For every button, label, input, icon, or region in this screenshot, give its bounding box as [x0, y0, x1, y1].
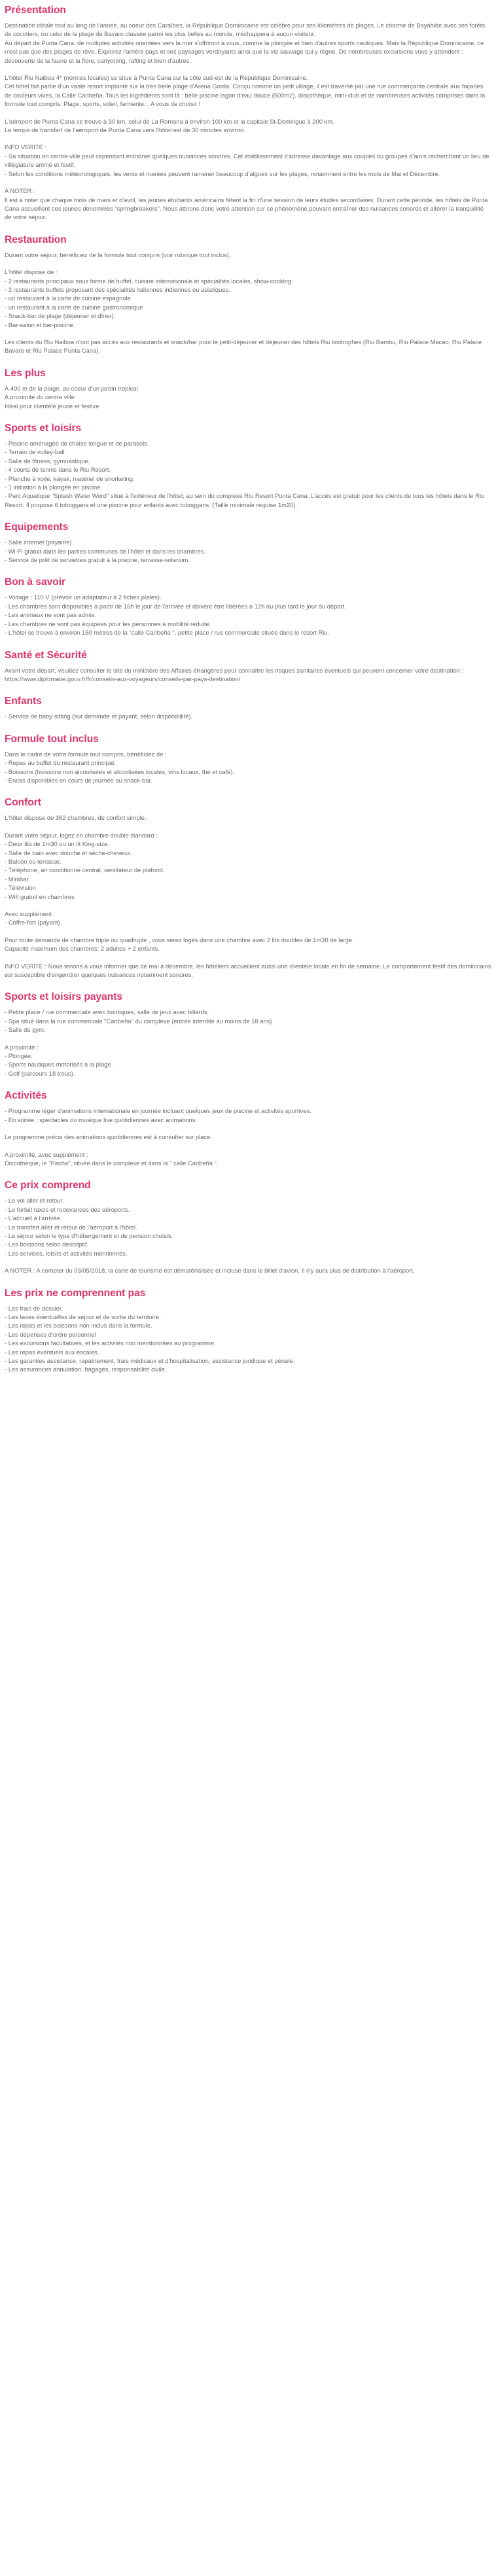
section-equipements	[5, 521, 491, 564]
text-line: Au départ de Punta Cana, de multiples activités orientées vers la mer s'offriront à vous, comme la plongée et bien d'autres sports nautiques. Mais la République Dominicaine, ce n'est pas que des plages de rêve. Explorez l'arrière pays et ses paysages verdoyants ainsi que la vie sauvage qui y règne. De nombreuses excursions vous y attendent : découverte de la faune et la flore, canyoning, rafting et bien d'autres.	[5, 39, 486, 64]
text-line: - 2 restaurants principaux sous forme de buffet, cuisine internationale et spécialités locales, show-cooking.	[5, 277, 293, 285]
text-line: - 3 restaurants buffets proposant des spécialités italiennes indiennes ou asiatiques.	[5, 285, 230, 293]
section-title: Formule tout inclus	[5, 733, 99, 745]
text-line: Les clients du Riu Naiboa n'ont pas accès aux restaurants et snack/bar pour le petit-déjeuner et déjeuner des hôtels Riu limitrophes (Riu Bambu, Riu Palace Macao, Riu Palace Bavaro et Riu Palace Punta Cana).	[5, 338, 484, 355]
text-line: - Selon les conditions météorologiques, les vents et marées peuvent ramener beaucoup d'algues sur les plages, notamment entre les mois de Mai et Décembre.	[5, 169, 440, 177]
text-line: Le programme précis des animations quotidiennes est à consulter sur place.	[5, 1133, 212, 1141]
text-line: - Boissons (boissons non alcoolisées et alcoolisées locales, vins locaux, thé et café).	[5, 768, 235, 775]
section-title: Ce prix comprend	[5, 1180, 91, 1191]
section-présentation	[5, 4, 491, 222]
text-line: - Salle de gym.	[5, 1026, 46, 1034]
text-line: - Les repas éventuels aux escales.	[5, 1348, 99, 1356]
text-block	[5, 117, 491, 135]
text-line: - Les services, loisirs et activités mentionnés.	[5, 1249, 128, 1257]
text-line: - Les boissons selon descriptif.	[5, 1241, 89, 1248]
text-line: À 400 m de la plage, au coeur d'un jardin tropical	[5, 384, 138, 392]
text-line: - Programme léger d'animations internationale en journée incluant quelques jeux de piscine et activités sportives.	[5, 1107, 311, 1115]
section-sports-et-loisirs	[5, 422, 491, 509]
text-line: - En soirée : spectacles ou musique live quotidiennes avec animations.	[5, 1116, 197, 1123]
text-line: - Les garanties assistance, rapatriement, frais médicaux et d'hospitalisation, assistance juridique et pénale.	[5, 1357, 295, 1364]
text-line: - Terrain de volley-ball.	[5, 448, 67, 456]
text-block	[5, 666, 491, 684]
text-line: - Snack-bar de plage (déjeuner et dîner).	[5, 312, 116, 320]
text-line: Durant votre séjour, bénéficiez de la formule tout compris (voir rubrique tout inclus).	[5, 251, 231, 258]
text-block	[5, 384, 491, 410]
text-line: A proximité du centre ville	[5, 393, 75, 401]
text-line: - Les excursions facultatives, et les activités non mentionnées au programme.	[5, 1339, 216, 1347]
text-line: A proximité :	[5, 1043, 39, 1051]
text-line: Idéal pour clientèle jeune et festive	[5, 402, 99, 410]
text-line: Durant votre séjour, logez en chambre double standard :	[5, 831, 158, 839]
text-block	[5, 813, 491, 822]
text-line: - Télévision	[5, 884, 36, 892]
text-line: - Coffre-fort (payant)	[5, 919, 60, 926]
section-santé-et-sécurité	[5, 649, 491, 684]
section-title: Sports et loisirs payants	[5, 991, 123, 1003]
text-block	[5, 268, 491, 329]
text-line: - 4 courts de tennis dans le Riu Resort.	[5, 466, 111, 474]
text-line: - Spa situé dans la rue commerciale "Caribeña" du complexe (entrée interdite au moins de 18 ans)	[5, 1017, 272, 1025]
text-block	[5, 750, 491, 785]
text-line: - Deux lits de 1m30 ou un lit King-size.	[5, 840, 109, 848]
text-line: Cet hôtel fait partie d'un vaste resort implanté sur la très belle plage d'Arena Gorda. Conçu comme un petit village, il est traversé par une rue commerçante centrale aux façades de couleurs vives, la Calle Caribeña. Tous les ingrédients sont là : belle piscine lagon d'eau douce (500m2), discothèque, mini-club et de nombreuses activités comprises dans la formule tout compris. Plage, sports, soleil, farniente... A vous de choisir !	[5, 82, 487, 108]
paragraph-gap	[5, 953, 491, 962]
section-title: Confort	[5, 797, 41, 809]
paragraph-gap	[5, 259, 491, 268]
text-line: Le temps de transfert de l'aéroport de Punta Cana vers l'hôtel est de 30 minutes environ.	[5, 126, 245, 134]
text-block	[5, 439, 491, 509]
section-les-prix-ne-comprennent-pas	[5, 1287, 491, 1374]
paragraph-gap	[5, 822, 491, 831]
text-block	[5, 936, 491, 953]
text-line: - Les taxes éventuelles de séjour et de sortie du territoire.	[5, 1313, 161, 1320]
text-block	[5, 712, 491, 720]
text-line: - Minibar.	[5, 875, 30, 883]
text-line: - Sa situation en centre-ville peut cependant entraîner quelques nuisances sonores. Cet établissement s'adresse davantage aux couples ou groupes d'amis recherchant un lieu de villégiature animé et festif.	[5, 152, 491, 169]
text-line: INFO VERITE :	[5, 143, 47, 151]
text-line: Dans le cadre de votre formule tout compris, bénéficiez de :	[5, 750, 167, 758]
paragraph-gap	[5, 134, 491, 143]
text-line: L'aéroport de Punta Cana se trouve à 30 km, celui de La Romana à environ 100 km et la capitale St-Domingue à 200 km.	[5, 117, 334, 125]
text-block	[5, 186, 491, 222]
section-restauration	[5, 234, 491, 355]
text-line: - Voltage : 110 V (prévoir un adaptateur à 2 fiches plates).	[5, 593, 162, 601]
text-block	[5, 1304, 491, 1374]
text-line: - Salle de bain avec douche et sèche-cheveux.	[5, 849, 132, 856]
text-line: Avant votre départ, veuillez consulter le site du ministère des Affaires étrangères pour connaître les risques sanitaires éventuels qui peuvent concerner votre destination : https://www.diplomatie.gouv.fr/fr/conseils-aux-voyageurs/conseils-par-pays-destination/	[5, 666, 465, 682]
paragraph-gap	[5, 1124, 491, 1133]
text-line: - Wi-Fi gratuit dans les parties communes de l'hôtel et dans les chambres.	[5, 547, 206, 555]
paragraph-gap	[5, 927, 491, 936]
text-line: - Les repas et les boissons non inclus dans la formule.	[5, 1322, 152, 1330]
text-line: - Bar-salon et bar-piscine.	[5, 321, 75, 328]
text-line: Destination idéale tout au long de l'année, au coeur des Caraïbes, la République Dominicaine est célèbre pour ses kilomètres de plages. Le charme de Bayahibe avec ses forêts de cocotiers, ou celui de la plage de Bavaro classée parmi les plus belles au monde, n'échappera à aucun visiteur.	[5, 22, 487, 38]
text-line: - Wifi gratuit en chambres	[5, 892, 75, 900]
text-line: - L'hôtel se trouve à environ 150 mètres de la "calle Caribeña ", petite place / rue commerciale située dans le resort Riu.	[5, 629, 330, 637]
text-block	[5, 143, 491, 178]
text-line: - Piscine aménagée de chaise longue et de parasols.	[5, 440, 149, 447]
section-confort	[5, 796, 491, 979]
section-les-plus	[5, 367, 491, 410]
text-block	[5, 1043, 491, 1078]
text-line: - Le vol aller et retour.	[5, 1197, 64, 1205]
text-line: INFO VERITE : Nous tenons à vous informer que de mai à décembre, les hôteliers accueillent aussi une clientèle locale en fin de semaine. Le comportement festif des dominicains est susceptible d'engendrer quelques nuisances notamment sonores.	[5, 962, 493, 979]
text-block	[5, 909, 491, 927]
text-block	[5, 593, 491, 637]
text-line: - un restaurant à la carte de cuisine gastronomique	[5, 303, 143, 311]
text-block	[5, 831, 491, 901]
text-block	[5, 1008, 491, 1034]
text-line: L'hôtel dispose de 362 chambres, de confort simple.	[5, 814, 147, 822]
section-activités	[5, 1089, 491, 1167]
text-line: A NOTER :	[5, 187, 35, 195]
text-line: - Les animaux ne sont pas admis.	[5, 611, 97, 619]
text-block	[5, 962, 491, 979]
text-line: - L'accueil à l'arrivée.	[5, 1214, 62, 1222]
text-line: - Repas au buffet du restaurant principal.	[5, 759, 116, 767]
text-block	[5, 21, 491, 65]
paragraph-gap	[5, 329, 491, 338]
text-block	[5, 1150, 491, 1168]
section-title: Sports et loisirs	[5, 423, 82, 434]
text-line: - Parc Aquatique "Splash Water Word" situé à l'extérieur de l'hôtel, au sein du complexe Riu Resort Punta Cana. L'accès est gratuit pour les clients de tous les hôtels dans le Riu Resort. Il propose 6 toboggans et une piscine pour enfants avec toboggans. (Taille minimale requise 1m20).	[5, 492, 486, 508]
text-line: - Les chambres sont disponibles à partir de 15h le jour de l'arrivée et doivent être libérées à 12h au plus tard le jour du départ.	[5, 602, 346, 610]
section-sports-et-loisirs-payants	[5, 991, 491, 1078]
section-formule-tout-inclus	[5, 733, 491, 785]
text-block	[5, 338, 491, 355]
text-line: - Service de baby-sitting (sur demande et payant, selon disponibilité).	[5, 713, 193, 720]
text-line: - Planche à voile, kayak, matériel de snorkeling.	[5, 474, 135, 482]
text-line: L'hôtel dispose de :	[5, 268, 58, 276]
text-block	[5, 251, 491, 259]
text-line: - Les chambres ne sont pas équipées pour les personnes à mobilité réduite.	[5, 620, 211, 627]
text-line: Capacité maximum des chambres: 2 adultes + 2 enfants.	[5, 945, 160, 953]
text-line: - Plongée.	[5, 1052, 33, 1060]
paragraph-gap	[5, 1142, 491, 1150]
section-title: Enfants	[5, 696, 42, 707]
text-line: - Salle de fitness, gymnastique.	[5, 457, 90, 465]
text-line: - Le séjour selon le type d'hébergement et de pension choisis.	[5, 1231, 173, 1239]
text-line: - Téléphone, air conditionné central, ventilateur de plafond.	[5, 866, 165, 874]
paragraph-gap	[5, 65, 491, 73]
text-line: - Sports nautiques motorisés à la plage.	[5, 1061, 113, 1068]
text-block	[5, 1133, 491, 1141]
section-title: Les plus	[5, 367, 46, 379]
text-line: - Salle internet (payante).	[5, 538, 74, 546]
paragraph-gap	[5, 901, 491, 909]
text-line: - un restaurant à la carte de cuisine espagnole	[5, 294, 131, 302]
hotel-description-page	[0, 4, 496, 1391]
text-line: - Le forfait taxes et redevances des aéroports.	[5, 1205, 130, 1213]
text-line: - Service de prêt de serviettes gratuit à la piscine, terrasse-solarium.	[5, 556, 190, 564]
text-block	[5, 1266, 491, 1275]
section-title: Restauration	[5, 234, 67, 245]
section-enfants	[5, 695, 491, 720]
section-bon-à-savoir	[5, 576, 491, 637]
section-ce-prix-comprend	[5, 1179, 491, 1275]
text-line: Il est à noter que chaque mois de mars et d'avril, les jeunes étudiants américains fêtent la fin d'une session de leurs études secondaires. Durant cette période, les hôtels de Punta Cana accueillent ces jeunes dénommés "springbreakers". Nous attirons donc votre attention sur ce phénomène pouvant entraîner des nuisances sonores et altérer la tranquillité de votre séjour.	[5, 196, 489, 221]
section-title: Santé et Sécurité	[5, 649, 87, 661]
text-line: - Les frais de dossier.	[5, 1304, 63, 1312]
section-title: Les prix ne comprennent pas	[5, 1287, 146, 1299]
text-line: Discothèque, le "Pacha", située dans le complexe et dans la " calle Caribeña ".	[5, 1159, 219, 1167]
text-line: - Encas disponibles en cours de journée au snack-bar.	[5, 776, 152, 784]
text-line: - 1 initiation à la plongée en piscine.	[5, 484, 103, 491]
text-block	[5, 1106, 491, 1124]
text-line: L'hôtel Riu Naiboa 4* (normes locales) se situe à Punta Cana sur la côte sud-est de la République Dominicaine.	[5, 74, 308, 82]
paragraph-gap	[5, 1034, 491, 1043]
text-line: A proximité, avec supplément :	[5, 1150, 88, 1158]
paragraph-gap	[5, 178, 491, 186]
text-line: - Petite place / rue commerciale avec boutiques, salle de jeux avec billards.	[5, 1008, 209, 1016]
paragraph-gap	[5, 109, 491, 117]
text-line: Pour toute demande de chambre triple ou quadruple , vous serez logés dans une chambre avec 2 lits doubles de 1m30 de large.	[5, 936, 354, 944]
text-block	[5, 538, 491, 564]
text-line: - Balcon ou terrasse.	[5, 857, 62, 865]
text-line: A NOTER : A compter du 03/05/2018, la carte de tourisme est dématérialisée et incluse dans le billet d'avion. Il n'y aura plus de distribution à l'aéroport.	[5, 1267, 415, 1275]
section-title: Bon à savoir	[5, 576, 66, 588]
text-line: Avec supplément :	[5, 910, 55, 917]
text-line: - Les assurances annulation, bagages, responsabilité civile.	[5, 1366, 167, 1373]
section-title: Activités	[5, 1090, 47, 1102]
section-title: Présentation	[5, 5, 66, 16]
text-block	[5, 73, 491, 109]
section-title: Equipements	[5, 521, 69, 533]
text-line: - Les dépenses d'ordre personnel	[5, 1330, 96, 1338]
text-block	[5, 1196, 491, 1258]
text-line: - Golf (parcours 18 trous).	[5, 1069, 75, 1077]
text-line: - Le transfert aller et retour de l'aéroport à l'hôtel.	[5, 1223, 137, 1231]
paragraph-gap	[5, 1258, 491, 1266]
